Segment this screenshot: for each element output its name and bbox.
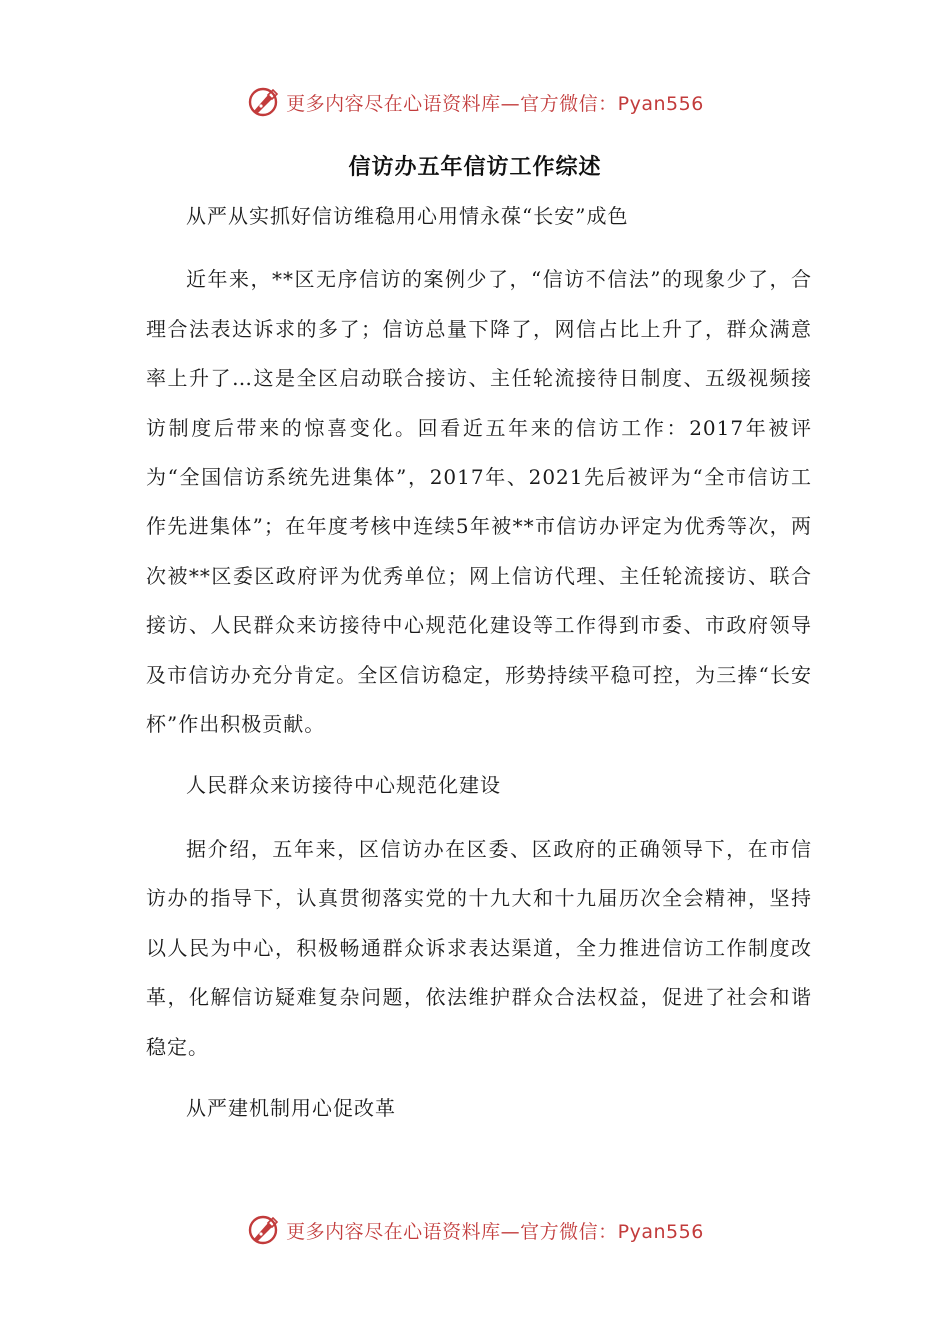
document-body	[146, 192, 812, 1147]
header-watermark-banner	[0, 82, 950, 122]
body-paragraph: 据介绍，五年来，区信访办在区委、区政府的正确领导下，在市信访办的指导下，认真贯彻落实党的十九大和十九届历次全会精神，坚持以人民为中心，积极畅通群众诉求表达渠道，全力推进信访工作制度改革，化解信访疑难复杂问题，依法维护群众合法权益，促进了社会和谐稳定。	[146, 836, 812, 1059]
body-paragraph: 近年来，**区无序信访的案例少了，“信访不信法”的现象少了，合理合法表达诉求的多了；信访总量下降了，网信占比上升了，群众满意率上升了…这是全区启动联合接访、主任轮流接待日制度、五级视频接访制度后带来的惊喜变化。回看近五年来的信访工作：2017年被评为“全国信访系统先进集体”，2017年、2021先后被评为“全市信访工作先进集体”；在年度考核中连续5年被**市信访办评定为优秀等次，两次被**区委区政府评为优秀单位；网上信访代理、主任轮流接访、联合接访、人民群众来访接待中心规范化建设等工作得到市委、市政府领导及市信访办充分肯定。全区信访稳定，形势持续平稳可控，为三捧“长安杯”作出积极贡献。	[146, 267, 812, 737]
section-subheading: 从严建机制用心促改革	[186, 1095, 396, 1120]
footer-banner-text: 更多内容尽在心语资料库—官方微信：Pyan556	[286, 1220, 704, 1243]
header-banner-text: 更多内容尽在心语资料库—官方微信：Pyan556	[286, 92, 704, 115]
section-subheading: 从严从实抓好信访维稳用心用情永葆“长安”成色	[186, 204, 629, 228]
section-subheading: 人民群众来访接待中心规范化建设	[186, 773, 501, 798]
document-title: 信访办五年信访工作综述	[348, 154, 602, 180]
footer-watermark-banner	[0, 1210, 950, 1250]
pen-nib-icon	[246, 85, 280, 119]
pen-nib-icon	[246, 1213, 280, 1247]
